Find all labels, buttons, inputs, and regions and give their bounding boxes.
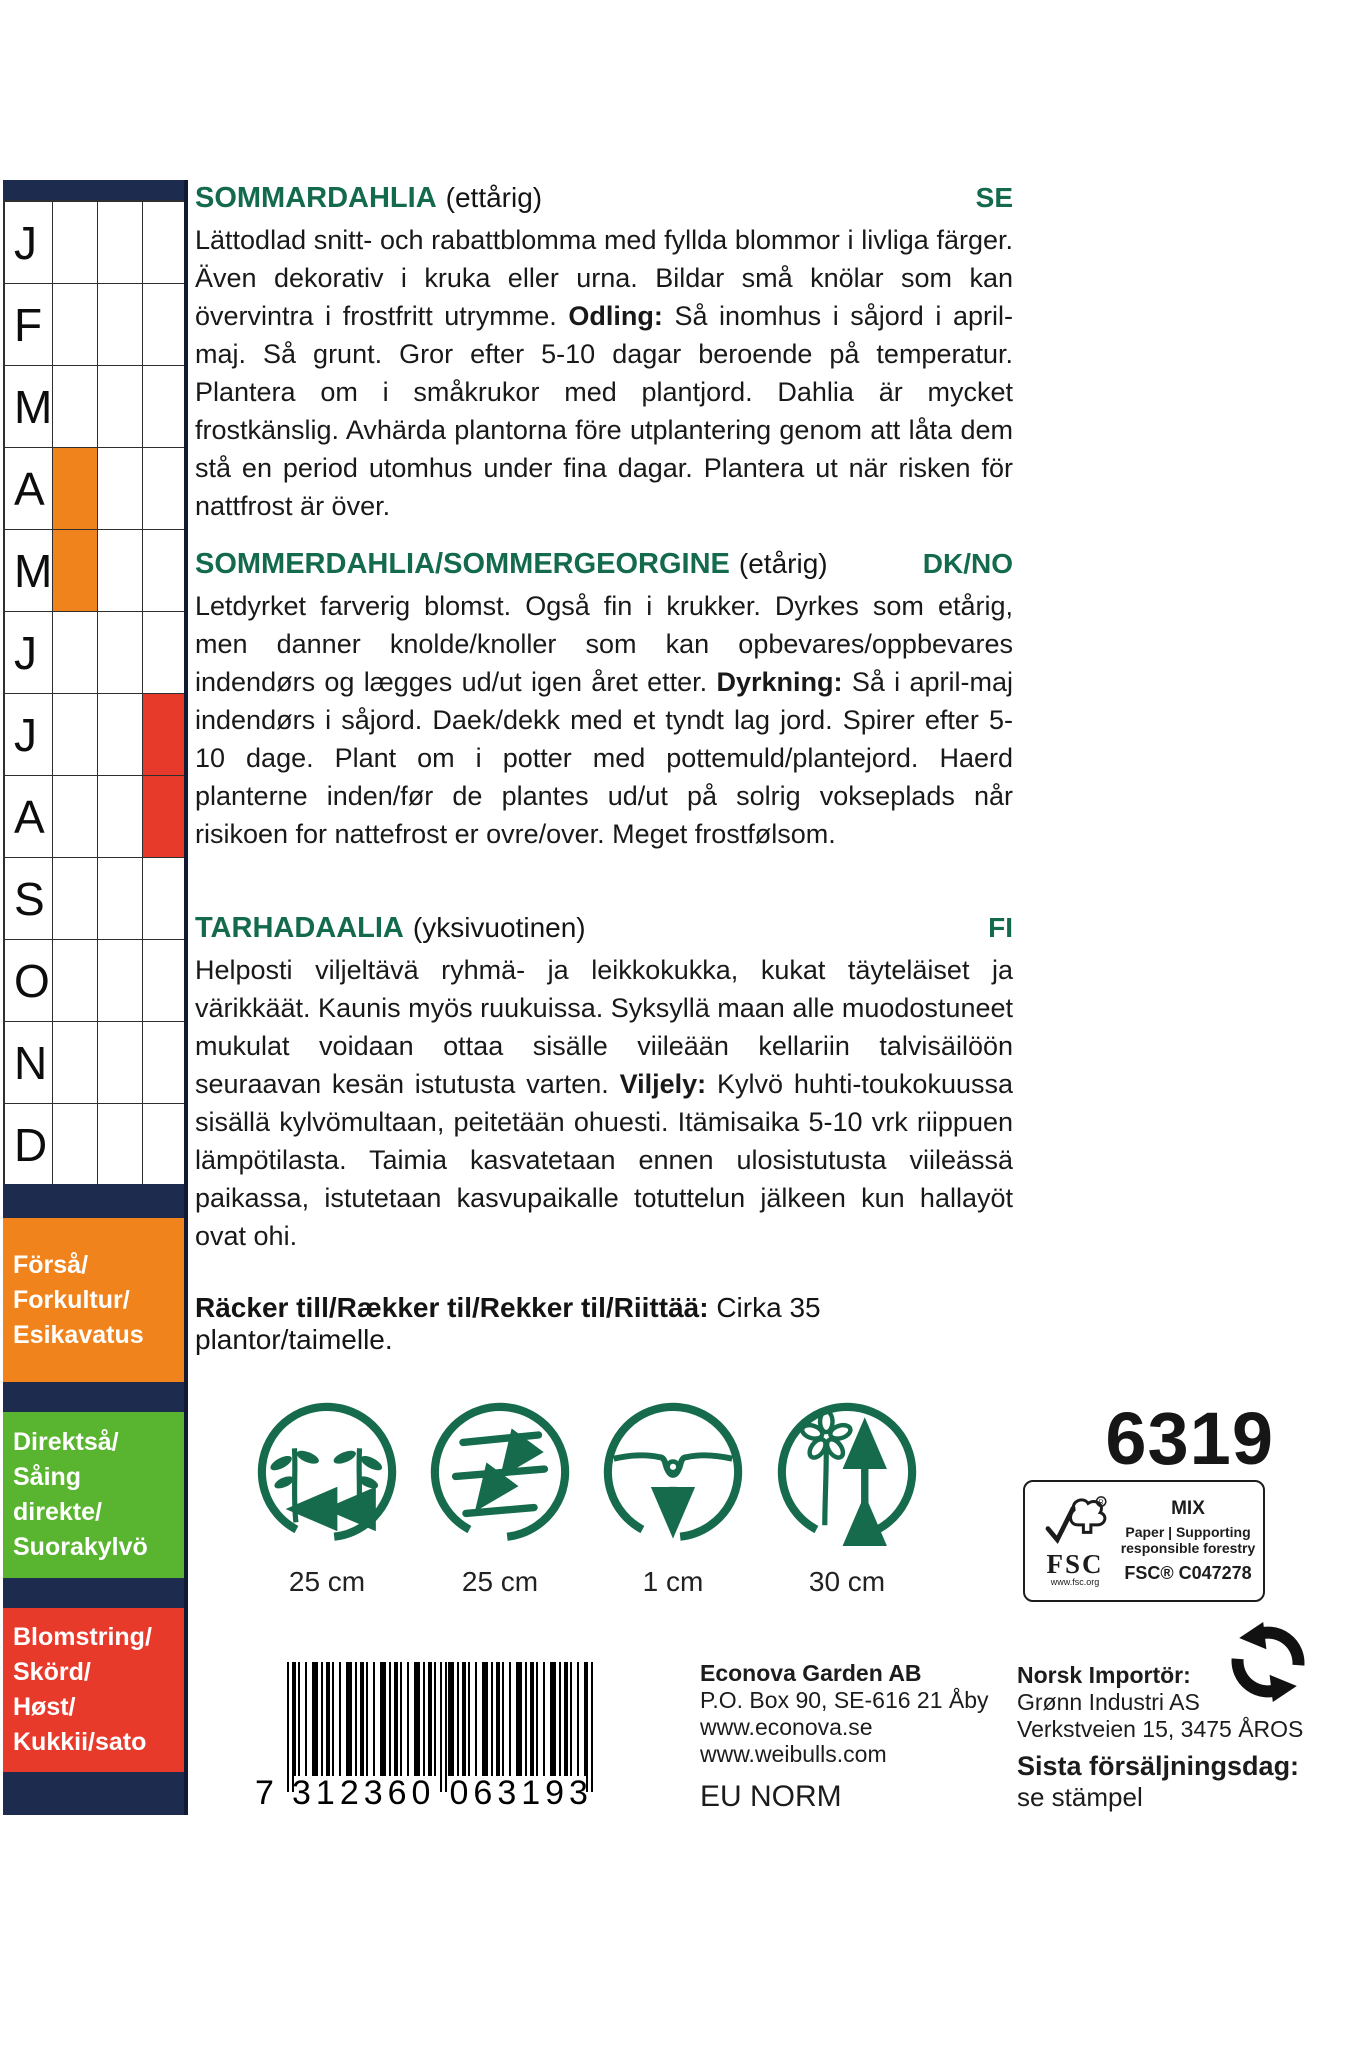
sidebar-edge-rule — [184, 180, 188, 1815]
calendar-cell-bloom — [143, 530, 186, 612]
calendar-cell-bloom — [143, 858, 186, 940]
calendar-month-label: O — [5, 940, 53, 1022]
calendar-month-label: J — [5, 694, 53, 776]
legend-direct-line: direkte/ — [13, 1498, 102, 1526]
eu-norm-label: EU NORM — [700, 1780, 842, 1813]
calendar-cell-bloom — [143, 284, 186, 366]
calendar-cell-direct — [98, 940, 143, 1022]
language-code-se: SE — [975, 182, 1013, 213]
plant-name-fi: TARHADAALIA — [195, 912, 404, 944]
calendar-cell-presow — [53, 612, 98, 694]
section-swedish — [195, 182, 1013, 525]
legend-presow-line: Förså/ — [13, 1250, 89, 1279]
calendar-month-label: N — [5, 1022, 53, 1104]
calendar-cell-bloom — [143, 776, 186, 858]
sowing-calendar-grid — [3, 200, 184, 1186]
calendar-month-label: M — [5, 366, 53, 448]
fsc-paper-line: Paper | Supporting — [1125, 1524, 1251, 1540]
calendar-cell-presow — [53, 858, 98, 940]
importer-address: Verkstveien 15, 3475 ÅROS — [1017, 1716, 1304, 1742]
plant-name-se: SOMMARDAHLIA — [195, 182, 437, 214]
calendar-cell-bloom — [143, 1022, 186, 1104]
fsc-tree-icon — [1042, 1495, 1108, 1551]
fsc-forestry-line: responsible forestry — [1120, 1540, 1256, 1556]
calendar-cell-direct — [98, 284, 143, 366]
plant-height-item — [762, 1398, 932, 1598]
legend-bloom-line: Skörd/ — [13, 1658, 91, 1686]
calendar-month-label: D — [5, 1104, 53, 1186]
calendar-month-label: J — [5, 202, 53, 284]
calendar-cell-direct — [98, 530, 143, 612]
calendar-cell-direct — [98, 612, 143, 694]
fsc-url: www.fsc.org — [1050, 1577, 1100, 1587]
legend-bloom — [3, 1608, 184, 1772]
sowing-depth-value: 1 cm — [642, 1566, 704, 1597]
calendar-bottom-bar — [3, 1184, 184, 1218]
calendar-cell-presow — [53, 366, 98, 448]
publisher-web-econova: www.econova.se — [700, 1714, 873, 1740]
calendar-cell-presow — [53, 284, 98, 366]
calendar-cell-presow — [53, 530, 98, 612]
norwegian-importer-info — [1017, 1662, 1347, 1743]
legend-presow — [3, 1218, 184, 1382]
language-code-dkno: DK/NO — [922, 548, 1013, 579]
calendar-cell-bloom — [143, 940, 186, 1022]
legend-bloom-line: Kukkii/sato — [13, 1728, 147, 1756]
calendar-month-label: A — [5, 448, 53, 530]
calendar-cell-bloom — [143, 694, 186, 776]
calendar-cell-presow — [53, 694, 98, 776]
calendar-top-bar — [3, 180, 184, 200]
sowing-depth-item — [588, 1398, 758, 1598]
plant-spacing-item — [242, 1398, 412, 1598]
legend-presow-line: Forkultur/ — [13, 1285, 130, 1314]
calendar-cell-direct — [98, 1104, 143, 1186]
plant-spacing-icon — [253, 1398, 401, 1546]
plant-spacing-value: 25 cm — [288, 1566, 366, 1597]
plant-type-se: (ettårig) — [445, 182, 543, 213]
barcode-digits: 7 312360 063193 — [255, 1774, 593, 1812]
legend-bloom-line: Blomstring/ — [13, 1623, 152, 1651]
plant-type-dkno: (etårig) — [738, 548, 828, 579]
legend-bloom-line: Høst/ — [13, 1693, 76, 1721]
section-danish-norwegian — [195, 548, 1013, 853]
description-fi: Helposti viljeltävä ryhmä- ja leikkokukka, kukat täyteläiset ja värikkäät. Kaunis myös ruukuissa. Syksyllä maan alle muodostuneet mukulat voidaan ottaa sisälle viileään kellariin talvisäilöön seuraavan kesän istutusta varten. Viljely: Kylvö huhti-toukokuussa sisällä kylvömultaan, peitetään ohuesti. Itämisaika 5-10 vrk riippuen lämpötilasta. Taimia kasvatetaan ennen ulosistutusta viileässä paikassa, istutetaan kasvupaikalle totuttelun jälkeen kun hallayöt ovat ohi. — [195, 955, 1013, 1251]
publisher-name: Econova Garden AB — [700, 1660, 922, 1686]
calendar-cell-presow — [53, 1022, 98, 1104]
fsc-label — [1023, 1480, 1265, 1602]
sowing-depth-icon — [599, 1398, 747, 1546]
plant-height-value: 30 cm — [808, 1566, 886, 1597]
legend-direct-line: Såing — [13, 1463, 82, 1491]
sidebar-tail-bar — [3, 1772, 184, 1815]
legend-divider — [3, 1382, 184, 1412]
sell-by-value: se stämpel — [1017, 1782, 1143, 1812]
calendar-cell-direct — [98, 448, 143, 530]
calendar-cell-presow — [53, 1104, 98, 1186]
sell-by-title: Sista försäljningsdag: — [1017, 1751, 1300, 1781]
language-code-fi: FI — [988, 912, 1013, 943]
calendar-cell-presow — [53, 776, 98, 858]
svg-text:R: R — [1098, 1497, 1104, 1507]
calendar-month-label: S — [5, 858, 53, 940]
fsc-brand: FSC — [1046, 1549, 1104, 1579]
calendar-month-label: M — [5, 530, 53, 612]
publisher-info — [700, 1660, 1000, 1768]
row-spacing-icon — [426, 1398, 574, 1546]
calendar-cell-bloom — [143, 448, 186, 530]
calendar-cell-presow — [53, 448, 98, 530]
fsc-mix-label: MIX — [1171, 1498, 1205, 1519]
calendar-cell-direct — [98, 1022, 143, 1104]
product-number: 6319 — [1105, 1397, 1274, 1480]
sell-by-info — [1017, 1750, 1357, 1813]
description-dkno: Letdyrket farverig blomst. Også fin i krukker. Dyrkes som etårig, men danner knolde/knoller som kan opbevares/oppbevares indendørs og lægges ud/ut igen året etter. Dyrkning: Så i april-maj indendørs i såjord. Daek/dekk med et tyndt lag jord. Spirer efter 5-10 dage. Plant om i potter med pottemuld/plantejord. Haerd planterne inden/før de plantes ud/ut på solrig vokseplads når risikoen for nattefrost er ovre/over. Meget frostfølsom. — [195, 591, 1013, 849]
calendar-cell-presow — [53, 202, 98, 284]
calendar-month-label: A — [5, 776, 53, 858]
calendar-cell-bloom — [143, 202, 186, 284]
calendar-cell-direct — [98, 776, 143, 858]
section-finnish — [195, 912, 1013, 1255]
yield-info: Räcker till/Rækker til/Rekker til/Riittää: Cirka 35 plantor/taimelle. — [195, 1292, 821, 1355]
calendar-month-label: J — [5, 612, 53, 694]
publisher-address: P.O. Box 90, SE-616 21 Åby — [700, 1687, 989, 1713]
calendar-cell-direct — [98, 694, 143, 776]
section-title — [195, 548, 1013, 581]
plant-type-fi: (yksivuotinen) — [412, 912, 586, 943]
calendar-cell-direct — [98, 366, 143, 448]
publisher-web-weibulls: www.weibulls.com — [700, 1741, 887, 1767]
importer-name: Grønn Industri AS — [1017, 1689, 1200, 1715]
legend-direct-line: Direktså/ — [13, 1428, 119, 1456]
section-title — [195, 182, 1013, 215]
description-se: Lättodlad snitt- och rabattblomma med fyllda blommor i livliga färger. Även dekorativ i kruka eller urna. Bildar små knölar som kan övervintra i frostfritt utrymme. Odling: Så inomhus i såjord i april-maj. Så grunt. Gror efter 5-10 dagar beroende på temperatur. Plantera om i småkrukor med plantjord. Dahlia är mycket frostkänslig. Avhärda plantorna före utplantering genom att låta dem stå en period utomhus under fina dagar. Plantera ut när risken för nattfrost är över. — [195, 225, 1013, 521]
ean-barcode — [255, 1662, 600, 1812]
calendar-cell-bloom — [143, 1104, 186, 1186]
plant-name-dkno: SOMMERDAHLIA/SOMMERGEORGINE — [195, 548, 730, 580]
row-spacing-value: 25 cm — [461, 1566, 539, 1597]
legend-direct-sow — [3, 1412, 184, 1578]
calendar-cell-presow — [53, 940, 98, 1022]
calendar-cell-bloom — [143, 612, 186, 694]
section-title — [195, 912, 1013, 945]
calendar-cell-direct — [98, 202, 143, 284]
legend-presow-line: Esikavatus — [13, 1320, 144, 1349]
legend-direct-line: Suorakylvö — [13, 1533, 148, 1561]
calendar-month-label: F — [5, 284, 53, 366]
legend-divider — [3, 1578, 184, 1608]
importer-title: Norsk Importör: — [1017, 1662, 1191, 1688]
row-spacing-item — [415, 1398, 585, 1598]
calendar-cell-bloom — [143, 366, 186, 448]
fsc-cert-code: FSC® C047278 — [1124, 1563, 1252, 1583]
plant-height-icon — [773, 1398, 921, 1546]
calendar-cell-direct — [98, 858, 143, 940]
